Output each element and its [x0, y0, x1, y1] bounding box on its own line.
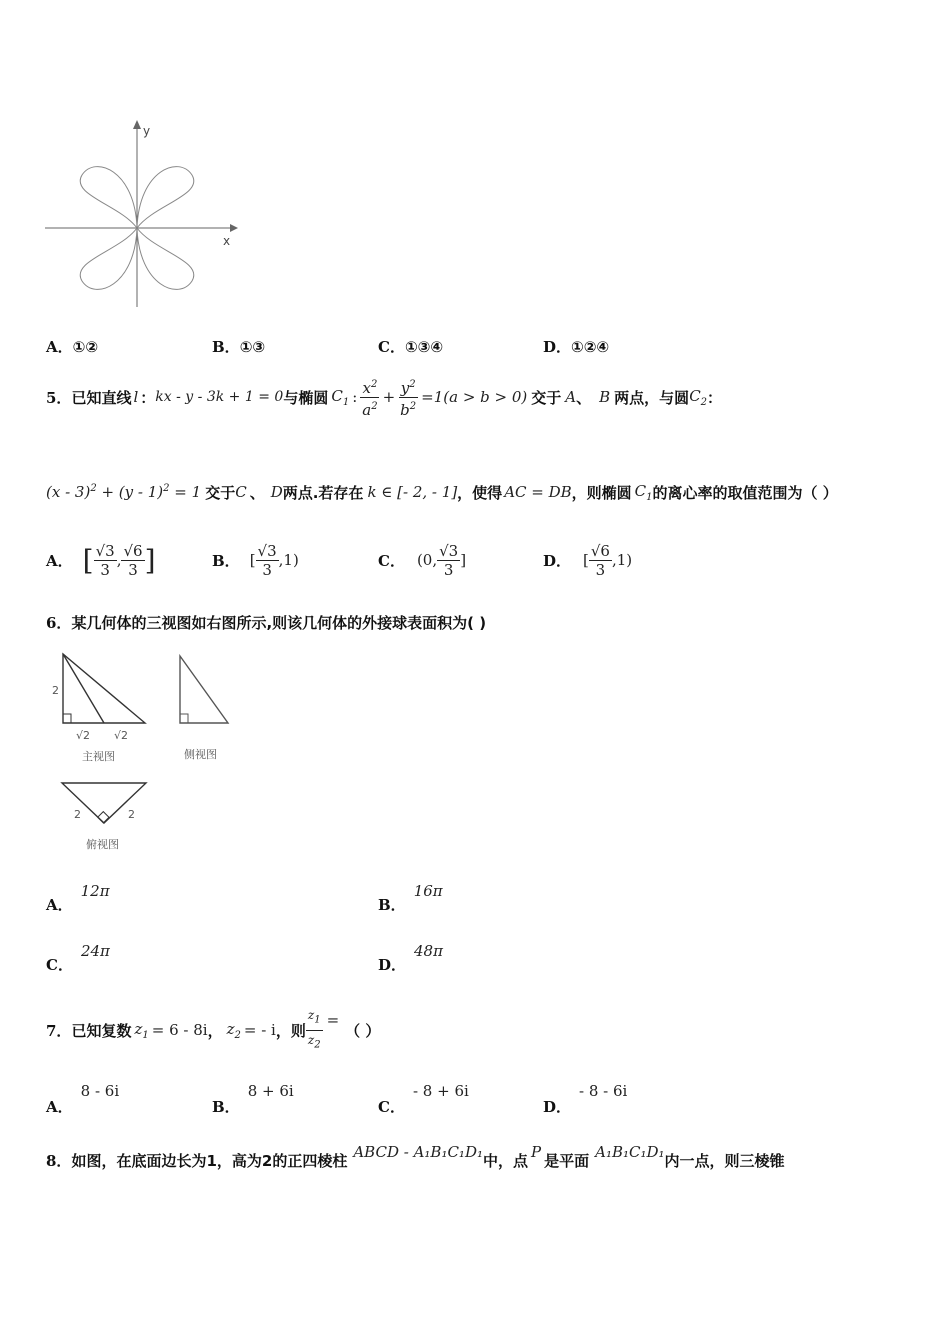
ellipse-x-term: $\frac{x^2}{a^2}$ — [360, 376, 379, 419]
q6-option-d[interactable]: D．48π — [378, 942, 443, 974]
q6-option-b[interactable]: B．16π — [378, 882, 443, 914]
svg-text:侧视图: 侧视图 — [184, 748, 217, 761]
three-view-figure — [46, 648, 256, 858]
q4-option-b[interactable]: B．①③ — [212, 338, 266, 356]
q6-option-c[interactable]: C．24π — [46, 942, 110, 974]
svg-text:2: 2 — [128, 808, 135, 821]
q5-line-1: 5． 已知直线 l ： kx - y - 3k + 1 = 0 与椭圆 $C_1$ : $\frac{x^2}{a^2}$ + $\frac{y^2}{b^2}$ =1(a > b > 0) 交于 A 、 B 两点，与圆 $C_2$ ： — [46, 372, 722, 422]
q7-option-a[interactable]: A．8 - 6i — [46, 1082, 120, 1116]
rose-petal — [137, 228, 194, 289]
x-axis-label: x — [223, 234, 231, 248]
q5-option-b[interactable]: B． [ $\frac{√3}{3}$ ,1) — [212, 541, 299, 579]
q4-option-a[interactable]: A．①② — [46, 338, 99, 356]
q7-option-d[interactable]: D．- 8 - 6i — [543, 1082, 628, 1116]
q5-option-c[interactable]: C． (0, $\frac{√3}{3}$ ] — [378, 541, 467, 579]
q6-option-a[interactable]: A．12π — [46, 882, 110, 914]
rose-petal — [137, 167, 194, 228]
z-quotient: $\frac{z_1}{z_2}$ — [307, 1008, 321, 1050]
x-axis-arrow — [230, 224, 238, 232]
svg-text:2: 2 — [74, 808, 81, 821]
svg-text:√2: √2 — [114, 729, 129, 742]
rose-petal — [80, 167, 137, 228]
top-view — [62, 783, 146, 851]
svg-text:主视图: 主视图 — [82, 750, 115, 763]
q7-option-b[interactable]: B．8 + 6i — [212, 1082, 294, 1116]
side-view — [180, 656, 228, 761]
q5-line-2: (x - 3)$^2$ + (y - 1)$^2$ = 1 交于 C 、 D 两点.若存在 k ∈ [- 2, - 1] ，使得 AC = DB ，则椭圆 $C_1$ 的离心率的取值范围为（ ） — [46, 481, 838, 503]
q7-option-c[interactable]: C．- 8 + 6i — [378, 1082, 469, 1116]
q4-option-c[interactable]: C．①③④ — [378, 338, 444, 356]
q5-option-d[interactable]: D． [ $\frac{√6}{3}$ ,1) — [543, 541, 633, 579]
ellipse-y-term: $\frac{y^2}{b^2}$ — [398, 376, 418, 419]
q8-stem: 8． 如图，在底面边长为1，高为2的正四棱柱 ABCD - A₁B₁C₁D₁ 中，点 P 是平面 A₁B₁C₁D₁ 内一点，则三棱锥 — [46, 1143, 785, 1170]
y-axis-label: y — [143, 124, 151, 138]
q4-option-d[interactable]: D．①②④ — [543, 338, 610, 356]
svg-text:√2: √2 — [76, 729, 91, 742]
rose-curve-graph — [40, 115, 250, 315]
svg-text:俯视图: 俯视图 — [86, 838, 119, 851]
rose-petal — [80, 228, 137, 289]
svg-text:2: 2 — [52, 684, 59, 697]
q7-stem: 7． 已知复数 $z_1$ = 6 - 8i ， $z_2$ = - i ，则 $\frac{z_1}{z_2}$ = （ ） — [46, 1000, 380, 1060]
y-axis-arrow — [133, 120, 141, 129]
front-view — [52, 654, 145, 763]
q5-option-a[interactable]: A． [ $\frac{√3}{3}$ , $\frac{√6}{3}$ ] — [46, 541, 156, 579]
q6-stem: 6．某几何体的三视图如右图所示,则该几何体的外接球表面积为( ) — [46, 614, 487, 632]
